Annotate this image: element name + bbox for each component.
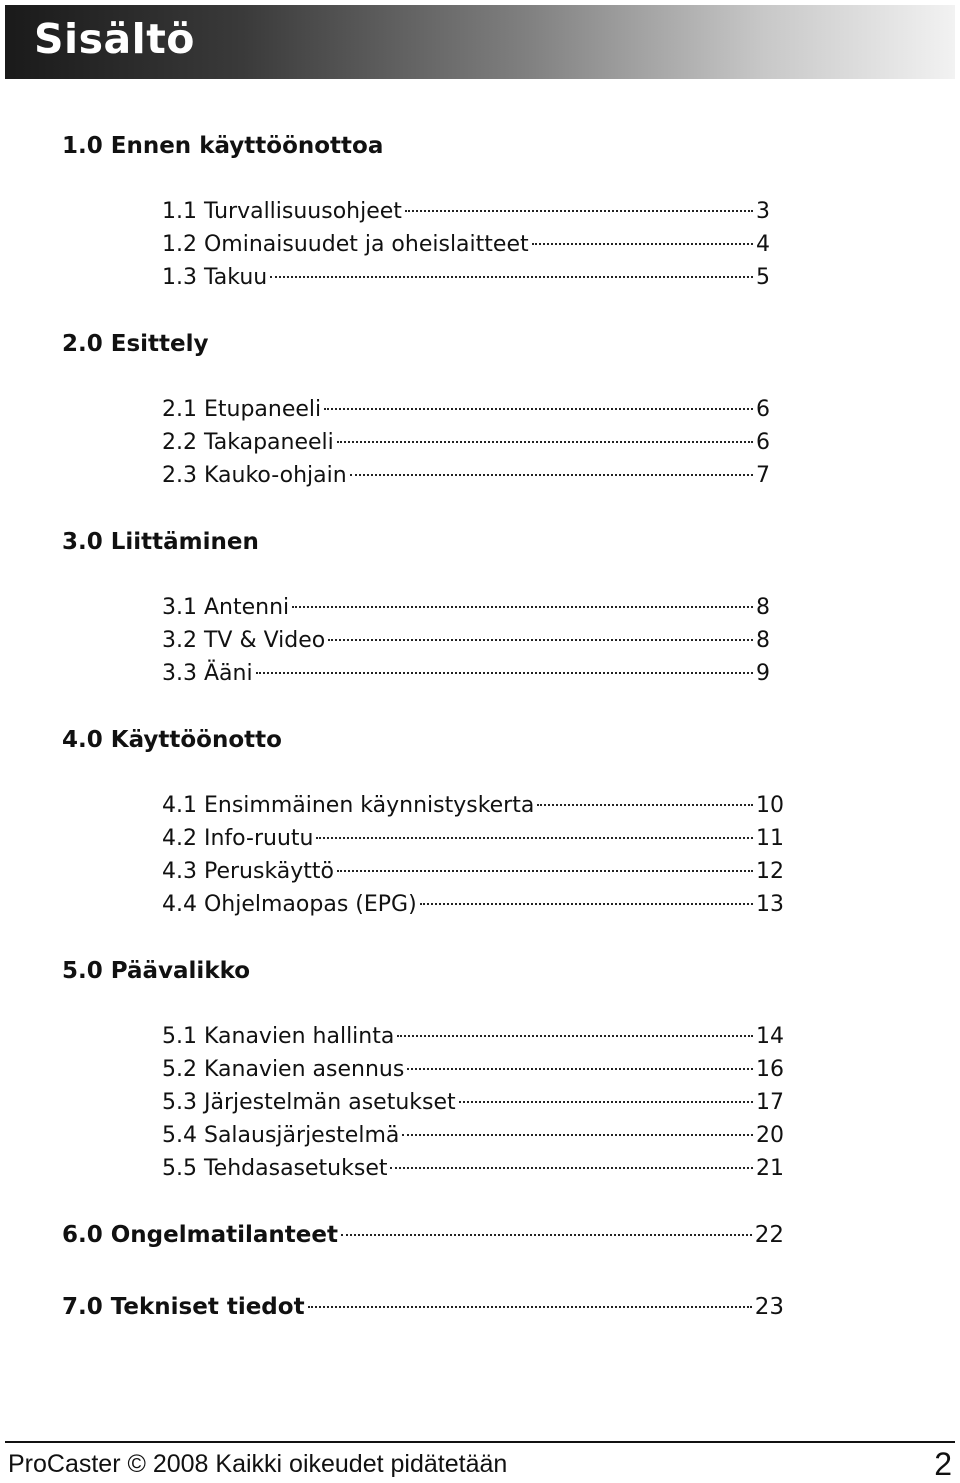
toc-entry-1-2[interactable]: [162, 230, 770, 260]
dot-leader: [308, 1306, 752, 1308]
toc-entry-title: 3.3 Ääni: [162, 661, 253, 686]
toc-page-number: 5: [756, 265, 770, 290]
dot-leader: [328, 639, 753, 641]
toc-entry-title: 5.5 Tehdasasetukset: [162, 1156, 388, 1181]
section-heading-1: 1.0 Ennen käyttöönottoa: [62, 133, 384, 159]
toc-entry-title: 2.2 Takapaneeli: [162, 430, 334, 455]
toc-entry-6[interactable]: [62, 1220, 784, 1250]
toc-entry-3-3[interactable]: [162, 659, 770, 689]
dot-leader: [256, 672, 753, 674]
toc-entry-title: 3.2 TV & Video: [162, 628, 326, 653]
toc-entry-3-1[interactable]: [162, 593, 770, 623]
toc-entry-title: 5.3 Järjestelmän asetukset: [162, 1090, 456, 1115]
dot-leader: [270, 276, 753, 278]
toc-entry-title: 1.1 Turvallisuusohjeet: [162, 199, 402, 224]
toc-entry-7[interactable]: [62, 1292, 784, 1322]
toc-page-number: 3: [756, 199, 770, 224]
dot-leader: [350, 474, 753, 476]
toc-page-number: 23: [754, 1294, 784, 1320]
toc-entry-title: 4.4 Ohjelmaopas (EPG): [162, 892, 417, 917]
toc-entry-title: 5.1 Kanavien hallinta: [162, 1024, 395, 1049]
toc-entry-5-3[interactable]: [162, 1088, 784, 1118]
toc-entry-2-2[interactable]: [162, 428, 770, 458]
toc-entry-title: 1.3 Takuu: [162, 265, 268, 290]
toc-entry-1-3[interactable]: [162, 263, 770, 293]
footer-page-number: 2: [934, 1446, 952, 1482]
toc-page-number: 8: [756, 628, 770, 653]
toc-entry-title: 4.1 Ensimmäinen käynnistyskerta: [162, 793, 535, 818]
toc-page-number: 11: [756, 826, 784, 851]
dot-leader: [337, 441, 753, 443]
toc-entry-title: 4.2 Info-ruutu: [162, 826, 314, 851]
toc-entry-title: 1.2 Ominaisuudet ja oheislaitteet: [162, 232, 529, 257]
toc-entry-title: 2.3 Kauko-ohjain: [162, 463, 347, 488]
dot-leader: [316, 837, 753, 839]
section-heading-3: 3.0 Liittäminen: [62, 529, 259, 555]
toc-entry-4-4[interactable]: [162, 890, 784, 920]
toc-page-number: 16: [756, 1057, 784, 1082]
toc-entry-5-2[interactable]: [162, 1055, 784, 1085]
toc-page-number: 17: [756, 1090, 784, 1115]
dot-leader: [537, 804, 753, 806]
toc-entry-4-3[interactable]: [162, 857, 784, 887]
toc-entry-title: 2.1 Etupaneeli: [162, 397, 322, 422]
dot-leader: [397, 1035, 753, 1037]
section-heading-2: 2.0 Esittely: [62, 331, 209, 357]
toc-page-number: 9: [756, 661, 770, 686]
toc-page-number: 14: [756, 1024, 784, 1049]
toc-entry-title: 4.3 Peruskäyttö: [162, 859, 335, 884]
footer-divider: [5, 1441, 955, 1443]
toc-entry-2-1[interactable]: [162, 395, 770, 425]
dot-leader: [532, 243, 753, 245]
dot-leader: [405, 210, 753, 212]
dot-leader: [459, 1101, 753, 1103]
toc-page-number: 7: [756, 463, 770, 488]
dot-leader: [324, 408, 753, 410]
section-heading-4: 4.0 Käyttöönotto: [62, 727, 282, 753]
toc-page-number: 22: [754, 1222, 784, 1248]
footer-copyright: ProCaster © 2008 Kaikki oikeudet pidätetään: [8, 1450, 508, 1478]
toc-page-number: 21: [756, 1156, 784, 1181]
page-title: Sisältö: [34, 15, 195, 63]
dot-leader: [402, 1134, 753, 1136]
toc-entry-title: 7.0 Tekniset tiedot: [62, 1294, 305, 1320]
toc-entry-3-2[interactable]: [162, 626, 770, 656]
toc-page-number: 8: [756, 595, 770, 620]
toc-page-number: 20: [756, 1123, 784, 1148]
toc-entry-1-1[interactable]: [162, 197, 770, 227]
dot-leader: [420, 903, 753, 905]
toc-entry-title: 5.4 Salausjärjestelmä: [162, 1123, 400, 1148]
dot-leader: [390, 1167, 753, 1169]
toc-entry-title: 5.2 Kanavien asennus: [162, 1057, 405, 1082]
toc-entry-2-3[interactable]: [162, 461, 770, 491]
toc-entry-5-1[interactable]: [162, 1022, 784, 1052]
dot-leader: [341, 1234, 752, 1236]
toc-page-number: 10: [756, 793, 784, 818]
toc-page-number: 6: [756, 430, 770, 455]
toc-entry-title: 6.0 Ongelmatilanteet: [62, 1222, 338, 1248]
section-heading-5: 5.0 Päävalikko: [62, 958, 251, 984]
dot-leader: [292, 606, 753, 608]
toc-entry-5-4[interactable]: [162, 1121, 784, 1151]
toc-page-number: 4: [756, 232, 770, 257]
toc-entry-title: 3.1 Antenni: [162, 595, 290, 620]
toc-page-number: 6: [756, 397, 770, 422]
toc-entry-4-1[interactable]: [162, 791, 784, 821]
toc-entry-4-2[interactable]: [162, 824, 784, 854]
toc-page-number: 13: [756, 892, 784, 917]
toc-entry-5-5[interactable]: [162, 1154, 784, 1184]
dot-leader: [337, 870, 753, 872]
toc-page-number: 12: [756, 859, 784, 884]
dot-leader: [407, 1068, 753, 1070]
